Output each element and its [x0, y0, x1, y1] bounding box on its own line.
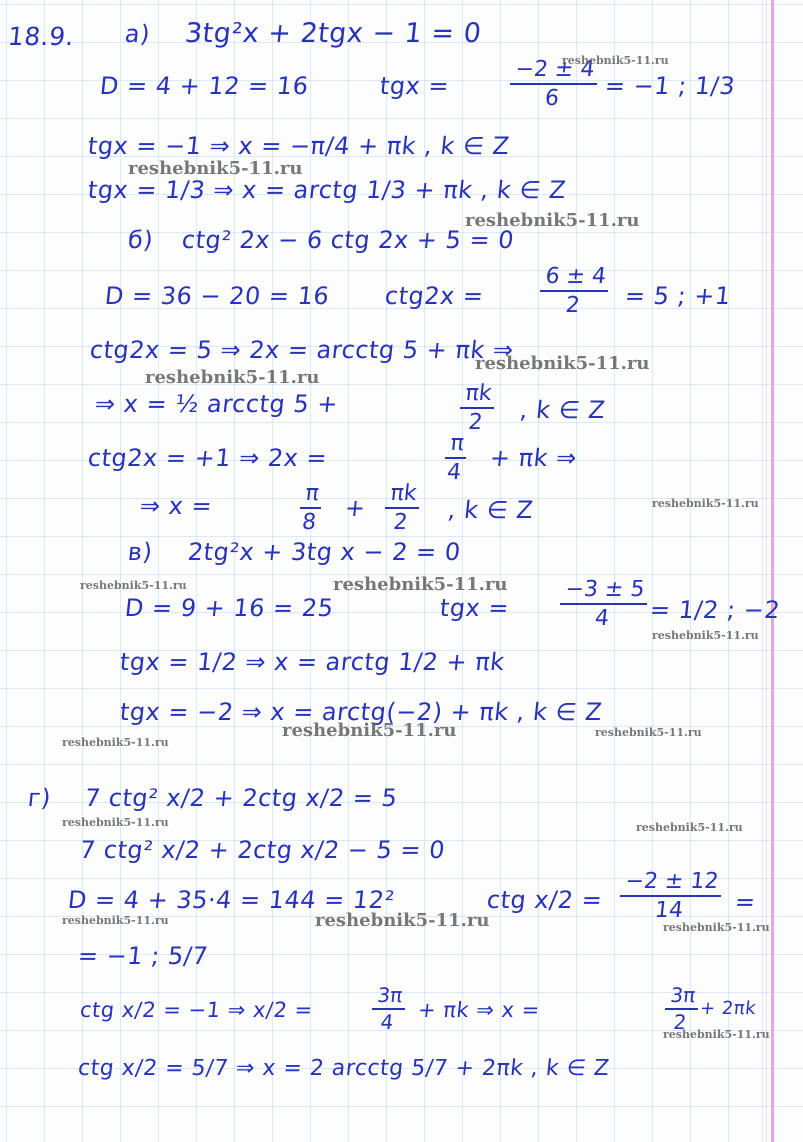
part-b-root-lhs: ctg2x =: [383, 282, 486, 310]
part-b-case-1-fraction: [457, 382, 496, 434]
part-b-case-1: ctg2x = 5 ⇒ 2x = arcctg 5 + πk ⇒: [88, 336, 516, 364]
part-b-case-1-result: ⇒ x = ½ arcctg 5 +: [93, 390, 340, 418]
part-a-discriminant: D = 4 + 12 = 16: [98, 72, 310, 100]
part-b-case-2-denominator-2: 2: [392, 510, 409, 536]
part-c-case-1: tgx = 1/2 ⇒ x = arctg 1/2 + πk: [118, 648, 507, 676]
part-b-equation: ctg² 2x − 6 ctg 2x + 5 = 0: [180, 226, 516, 254]
part-b-case-2-plus: +: [343, 494, 368, 522]
watermark: reshebnik5-11.ru: [62, 736, 169, 749]
watermark: reshebnik5-11.ru: [315, 910, 490, 931]
part-d-case-1-numerator-2: 3π: [665, 985, 700, 1010]
watermark: reshebnik5-11.ru: [595, 726, 702, 739]
watermark: reshebnik5-11.ru: [475, 353, 650, 374]
part-b-case-2-fraction-2: [382, 482, 421, 534]
part-d-case-1-numerator: 3π: [372, 985, 407, 1010]
watermark: reshebnik5-11.ru: [282, 720, 457, 741]
watermark: reshebnik5-11.ru: [145, 367, 320, 388]
part-d-case-1-fraction: [369, 985, 407, 1033]
part-d-root-denominator: 14: [653, 898, 685, 924]
watermark: reshebnik5-11.ru: [562, 54, 669, 67]
part-b-case-2-tail: + πk ⇒: [488, 444, 579, 472]
margin-line-faint: [762, 0, 763, 1142]
part-b-case-2-result: ⇒ x =: [138, 492, 214, 520]
part-d-case-1: ctg x/2 = −1 ⇒ x/2 =: [78, 998, 314, 1022]
part-b-discriminant: D = 36 − 20 = 16: [103, 282, 331, 310]
part-b-case-1-numerator: πk: [460, 382, 497, 409]
part-a-root-denominator: 6: [543, 86, 561, 112]
part-d-equation: 7 ctg² x/2 + 2ctg x/2 = 5: [83, 784, 399, 812]
watermark: reshebnik5-11.ru: [663, 1028, 770, 1041]
part-a-equation: 3tg²x + 2tgx − 1 = 0: [183, 18, 483, 49]
part-a-root-values: = −1 ; 1/3: [603, 72, 737, 100]
part-b-root-values: = 5 ; +1: [623, 282, 733, 310]
part-d-label: г): [26, 784, 53, 812]
part-b-label: б): [126, 226, 155, 254]
part-d-case-1-denominator: 4: [379, 1010, 395, 1034]
part-a-case-2: tgx = 1/3 ⇒ x = arctg 1/3 + πk , k ∈ Z: [86, 176, 568, 204]
part-c-case-2: tgx = −2 ⇒ x = arctg(−2) + πk , k ∈ Z: [118, 698, 604, 726]
part-d-root-fraction: [617, 870, 723, 922]
part-b-case-2-fraction-1: [297, 482, 324, 534]
part-a-root-numerator: −2 ± 4: [510, 58, 600, 85]
margin-line: [771, 0, 774, 1142]
part-b-case-2-numerator-1: π: [300, 482, 324, 509]
part-b-case-1-denominator: 2: [467, 410, 484, 436]
part-b-case-2-denominator-1: 8: [300, 510, 318, 536]
part-c-root-lhs: tgx =: [438, 594, 511, 622]
watermark: reshebnik5-11.ru: [652, 497, 759, 510]
part-d-root-equals: =: [733, 888, 758, 916]
part-d-case-2: ctg x/2 = 5/7 ⇒ x = 2 arcctg 5/7 + 2πk , k ∈ Z: [76, 1056, 611, 1081]
watermark: reshebnik5-11.ru: [62, 914, 169, 927]
part-b-root-fraction: [537, 265, 611, 317]
part-c-root-values: = 1/2 ; −2: [648, 596, 782, 624]
watermark: reshebnik5-11.ru: [663, 921, 770, 934]
watermark: reshebnik5-11.ru: [333, 574, 508, 595]
part-b-case-1-tail: , k ∈ Z: [518, 396, 607, 424]
part-b-root-numerator: 6 ± 4: [540, 265, 611, 292]
part-d-case-1-fraction-2: [662, 985, 700, 1033]
watermark: reshebnik5-11.ru: [636, 821, 743, 834]
part-b-case-2-tail: , k ∈ Z: [446, 496, 535, 524]
part-c-root-numerator: −3 ± 5: [560, 578, 650, 605]
part-d-roots: = −1 ; 5/7: [76, 942, 210, 970]
watermark: reshebnik5-11.ru: [652, 629, 759, 642]
part-c-equation: 2tg²x + 3tg x − 2 = 0: [186, 538, 463, 566]
part-d-root-numerator: −2 ± 12: [620, 870, 724, 897]
part-d-equation-rearranged: 7 ctg² x/2 + 2ctg x/2 − 5 = 0: [78, 836, 447, 864]
part-b-case-2-fraction: [442, 432, 469, 484]
part-d-case-1-denominator-2: 2: [672, 1010, 688, 1034]
part-d-case-1-tail: + 2πk: [698, 998, 758, 1019]
part-b-case-2-numerator: π: [445, 432, 469, 459]
watermark: reshebnik5-11.ru: [62, 816, 169, 829]
part-d-root-lhs: ctg x/2 =: [485, 886, 604, 914]
part-c-root-denominator: 4: [593, 606, 611, 632]
watermark: reshebnik5-11.ru: [465, 210, 640, 231]
part-b-case-2-denominator: 4: [445, 460, 463, 486]
part-c-root-fraction: [557, 578, 649, 630]
problem-number: 18.9.: [6, 22, 76, 51]
part-b-root-denominator: 2: [564, 293, 581, 319]
part-c-discriminant: D = 9 + 16 = 25: [123, 594, 335, 622]
part-a-label: а): [123, 20, 152, 48]
part-b-case-2-numerator-2: πk: [385, 482, 422, 509]
part-c-label: в): [126, 538, 154, 566]
part-d-case-1-mid: + πk ⇒ x =: [416, 998, 542, 1022]
part-a-root-lhs: tgx =: [378, 72, 451, 100]
part-a-case-1: tgx = −1 ⇒ x = −π/4 + πk , k ∈ Z: [86, 132, 512, 160]
part-b-case-2: ctg2x = +1 ⇒ 2x =: [86, 444, 329, 472]
watermark: reshebnik5-11.ru: [80, 579, 187, 592]
watermark: reshebnik5-11.ru: [128, 158, 303, 179]
part-d-discriminant: D = 4 + 35·4 = 144 = 12²: [66, 886, 397, 914]
